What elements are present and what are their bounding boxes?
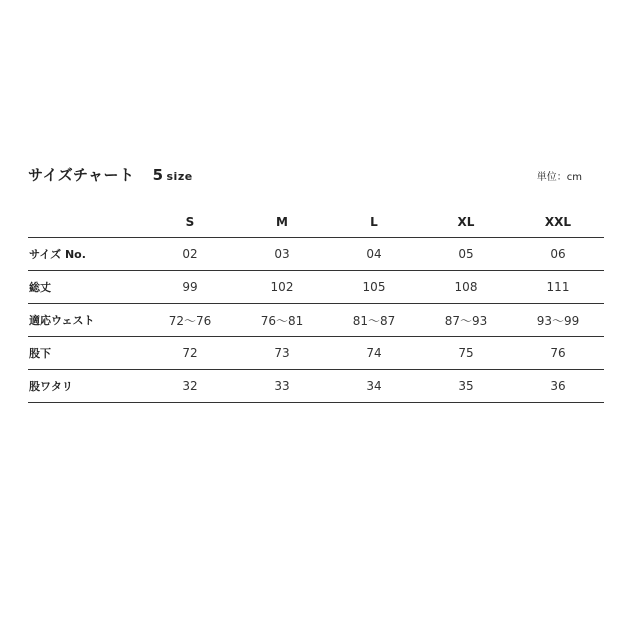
row-label-total-length: 総丈 — [28, 271, 144, 304]
table-cell: 32 — [144, 370, 236, 403]
table-cell: 73 — [236, 337, 328, 370]
row-label-thigh-width: 股ワタリ — [28, 370, 144, 403]
table-cell: 76 — [512, 337, 604, 370]
table-corner-cell — [28, 206, 144, 238]
table-cell: 75 — [420, 337, 512, 370]
table-cell: 06 — [512, 238, 604, 271]
size-chart-header — [28, 164, 604, 186]
table-header-row — [28, 206, 604, 238]
column-header-xl: XL — [420, 206, 512, 238]
table-cell: 03 — [236, 238, 328, 271]
table-cell: 33 — [236, 370, 328, 403]
column-header-l: L — [328, 206, 420, 238]
size-table — [28, 206, 604, 403]
table-cell: 108 — [420, 271, 512, 304]
table-cell: 102 — [236, 271, 328, 304]
row-label-waist: 適応ウェスト — [28, 304, 144, 337]
column-header-m: M — [236, 206, 328, 238]
table-cell: 93～99 — [512, 304, 604, 337]
table-cell: 111 — [512, 271, 604, 304]
unit-note: 単位：cm — [536, 172, 582, 183]
row-label-inseam: 股下 — [28, 337, 144, 370]
table-row-waist — [28, 304, 604, 337]
table-cell: 36 — [512, 370, 604, 403]
row-label-size-no: サイズ No. — [28, 238, 144, 271]
column-header-xxl: XXL — [512, 206, 604, 238]
title-text: サイズチャート — [28, 166, 135, 184]
column-header-s: S — [144, 206, 236, 238]
table-row-thigh-width — [28, 370, 604, 403]
table-row-size-no — [28, 238, 604, 271]
table-cell: 35 — [420, 370, 512, 403]
size-count — [153, 166, 193, 184]
table-cell: 72～76 — [144, 304, 236, 337]
table-cell: 105 — [328, 271, 420, 304]
table-row-total-length — [28, 271, 604, 304]
table-cell: 02 — [144, 238, 236, 271]
table-cell: 04 — [328, 238, 420, 271]
size-count-number: 5 — [152, 166, 164, 184]
table-cell: 05 — [420, 238, 512, 271]
table-cell: 34 — [328, 370, 420, 403]
table-cell: 74 — [328, 337, 420, 370]
table-row-inseam — [28, 337, 604, 370]
table-cell: 99 — [144, 271, 236, 304]
page-title — [28, 164, 193, 185]
table-cell: 87～93 — [420, 304, 512, 337]
table-cell: 76～81 — [236, 304, 328, 337]
table-cell: 81～87 — [328, 304, 420, 337]
table-cell: 72 — [144, 337, 236, 370]
size-count-unit: size — [166, 170, 193, 183]
